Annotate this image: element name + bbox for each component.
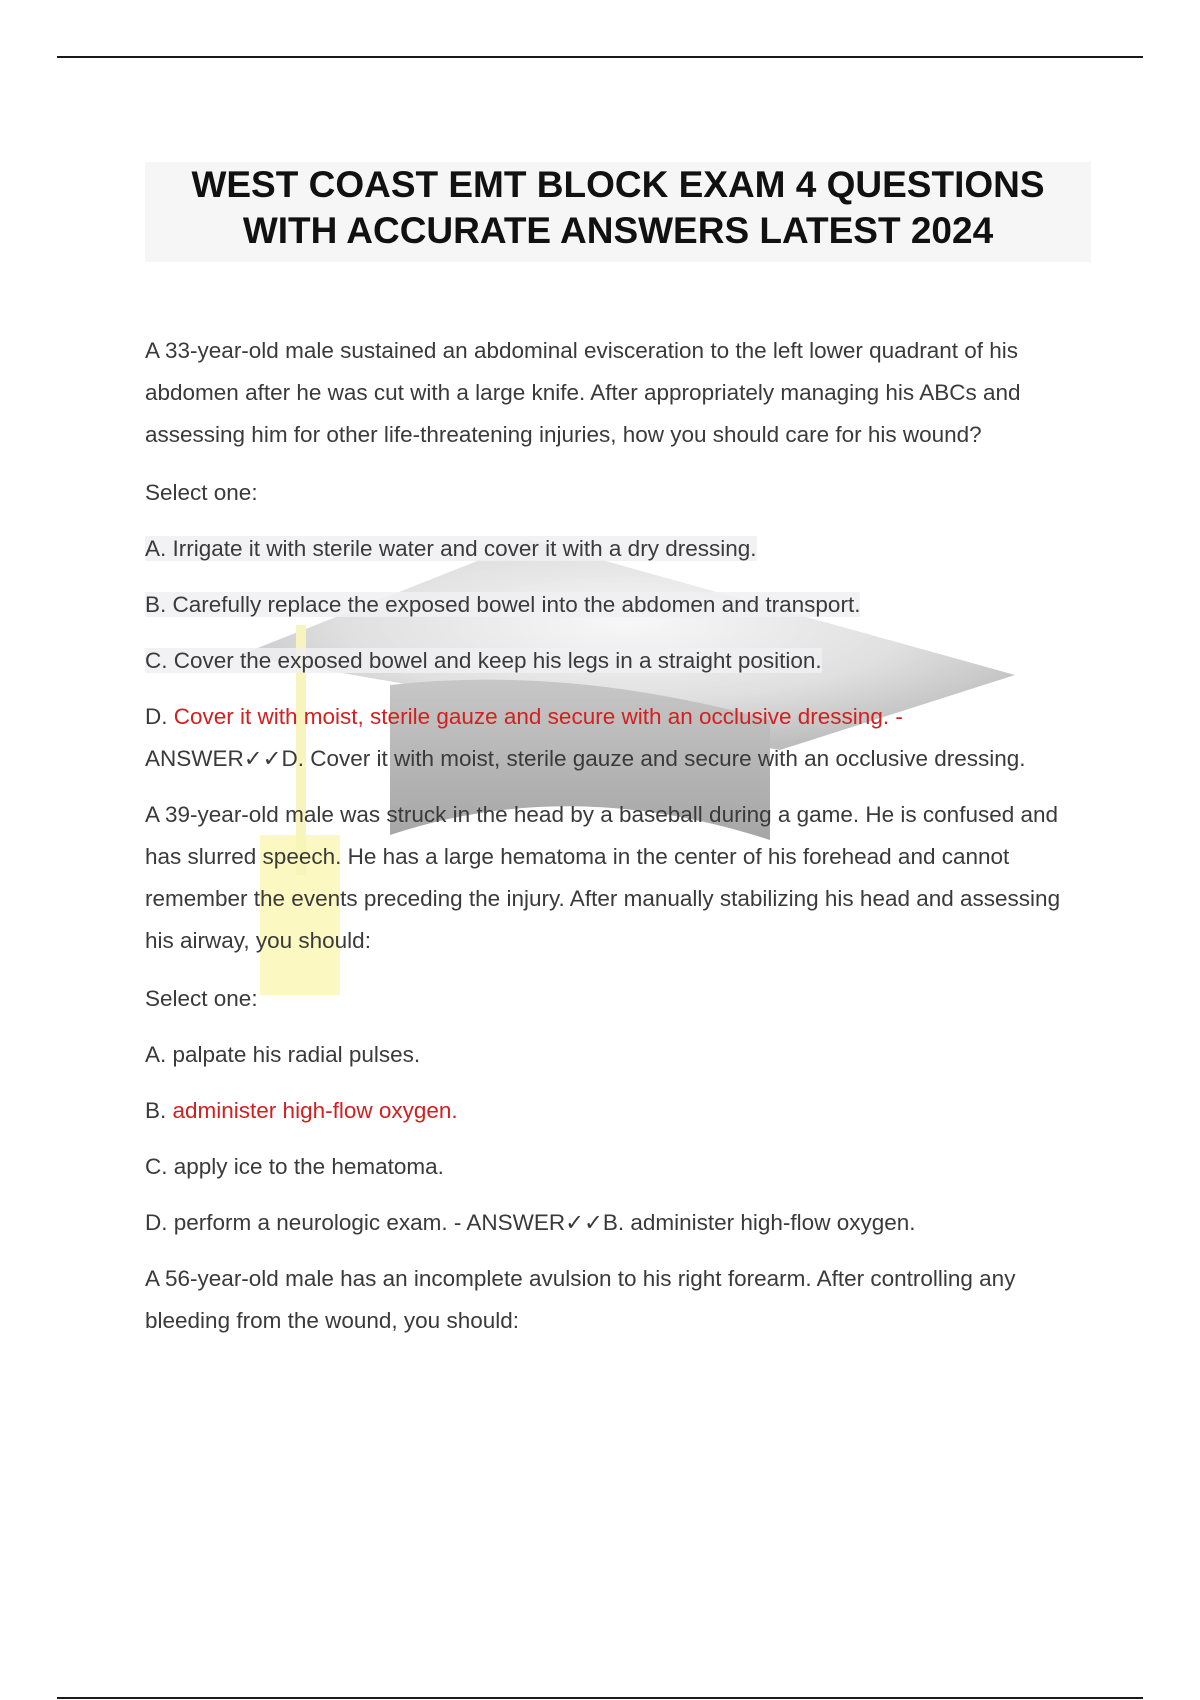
question-1-stem: A 33-year-old male sustained an abdominal evisceration to the left lower quadrant of his abdomen after he was cut with a large knife. After appropriately managing his ABCs and assessing him for other life-threatening injuries, how you should care for his wound?: [145, 338, 1021, 447]
question-2-option-b: [145, 1090, 1090, 1132]
question-2-option-c: C. apply ice to the hematoma.: [145, 1154, 444, 1179]
question-2-select-label: Select one:: [145, 986, 258, 1011]
correct-option-text: administer high-flow oxygen.: [172, 1098, 458, 1123]
question-1-answer: ANSWER✓✓D. Cover it with moist, sterile gauze and secure with an occlusive dressing.: [145, 746, 1026, 771]
top-rule: [57, 56, 1143, 58]
question-1-option-d: [145, 696, 1090, 738]
document-title: [145, 162, 1091, 262]
question-1-option-c: C. Cover the exposed bowel and keep his legs in a straight position.: [145, 648, 822, 673]
question-1-select-label: Select one:: [145, 480, 258, 505]
bottom-rule: [57, 1697, 1143, 1699]
option-b-prefix: B.: [145, 1098, 173, 1123]
question-1-option-b: B. Carefully replace the exposed bowel into the abdomen and transport.: [145, 592, 861, 617]
correct-option-text: Cover it with moist, sterile gauze and secure with an occlusive dressing. -: [173, 704, 903, 729]
question-1-option-a: A. Irrigate it with sterile water and cover it with a dry dressing.: [145, 536, 757, 561]
question-2-option-d: D. perform a neurologic exam. - ANSWER✓✓B. administer high-flow oxygen.: [145, 1210, 916, 1235]
question-2-stem: A 39-year-old male was struck in the head by a baseball during a game. He is confused and has slurred speech. He has a large hematoma in the center of his forehead and cannot remember the events preceding the injury. After manually stabilizing his head and assessing his airway, you should:: [145, 802, 1061, 953]
question-3-stem: A 56-year-old male has an incomplete avulsion to his right forearm. After controlling any bleeding from the wound, you should:: [145, 1266, 1016, 1333]
question-2-option-a: A. palpate his radial pulses.: [145, 1042, 421, 1067]
option-d-prefix: D.: [145, 704, 174, 729]
title-line-2: WITH ACCURATE ANSWERS LATEST 2024: [242, 210, 994, 251]
title-line-1: WEST COAST EMT BLOCK EXAM 4 QUESTIONS: [191, 164, 1045, 205]
document-body: [145, 330, 1090, 1342]
